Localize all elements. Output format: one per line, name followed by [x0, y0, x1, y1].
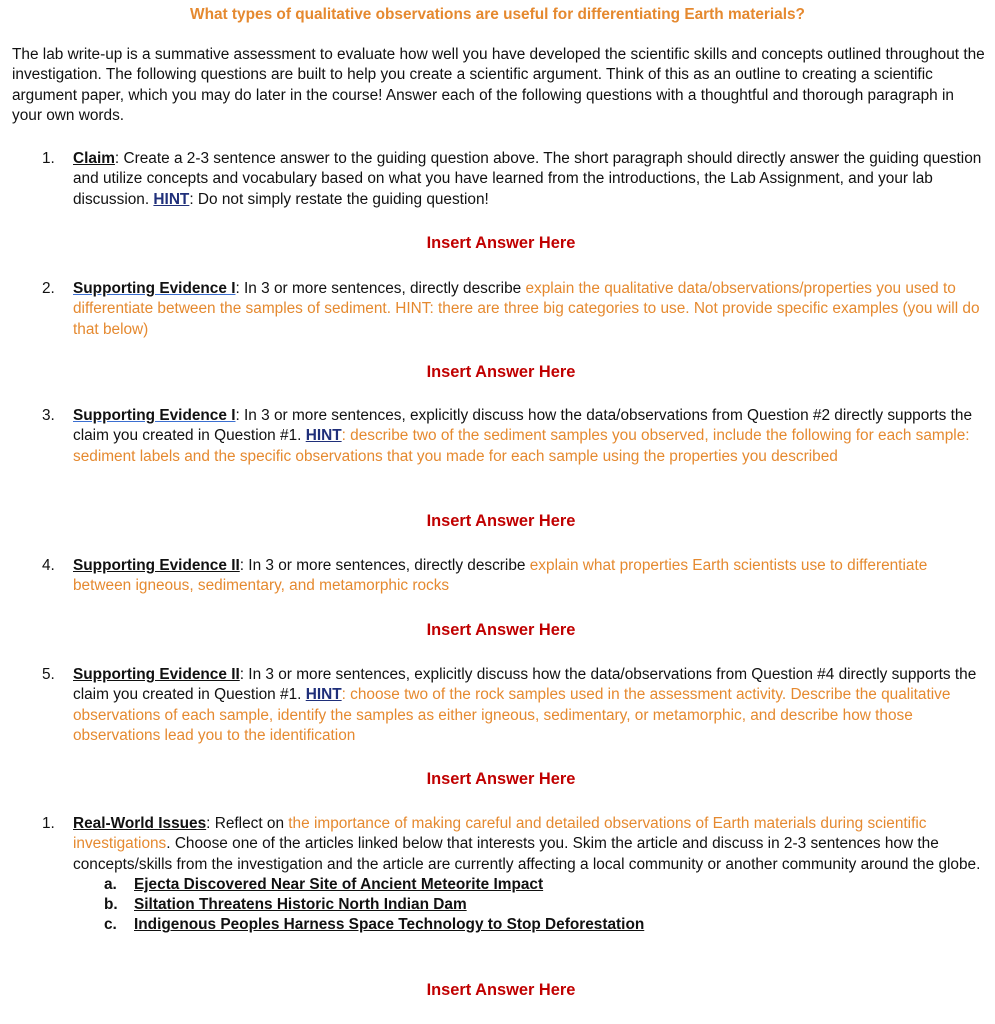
article-item — [104, 875, 987, 895]
question-text — [73, 149, 987, 210]
article-link-indigenous[interactable]: Indigenous Peoples Harness Space Technology to Stop Deforestation — [134, 916, 645, 934]
instruction-orange: explain the qualitative data/observations/properties you used to differentiate between the samples of sediment. HINT: there are three big categories to use. Not provide specific examples (you will do that below) — [73, 280, 980, 338]
question-text — [73, 279, 987, 340]
question-claim — [42, 149, 987, 210]
article-item — [104, 895, 987, 915]
answer-placeholder-5[interactable]: Insert Answer Here — [426, 770, 576, 788]
question-label: Supporting Evidence I — [73, 407, 236, 424]
question-body: : Create a 2-3 sentence answer to the guiding question above. The short paragraph should directly answer the guiding question and utilize concepts and vocabulary based on what you have learned from the introductions, the Lab Assignment, and your lab discussion. — [73, 150, 982, 208]
question-body: : In 3 or more sentences, directly describe — [235, 280, 526, 297]
instruction-orange: explain what properties Earth scientists use to differentiate between igneous, sedimentary, and metamorphic rocks — [73, 557, 928, 595]
question-body: : In 3 or more sentences, explicitly discuss how the data/observations from Question #4 directly supports the claim you created in Question #1. — [73, 666, 977, 704]
article-link-siltation[interactable]: Siltation Threatens Historic North Indian Dam — [134, 896, 467, 914]
question-text — [73, 556, 987, 597]
question-number: 3. — [42, 407, 55, 424]
question-text — [73, 814, 987, 936]
article-letter: c. — [104, 916, 117, 934]
question-supporting-evidence-1b — [42, 406, 987, 467]
question-number: 2. — [42, 280, 55, 297]
intro-paragraph: The lab write-up is a summative assessment to evaluate how well you have developed the scientific skills and concepts outlined throughout the investigation. The following questions are built to help you create a scientific argument. Think of this as an outline to creating a scientific argument paper, which you may do later in the course! Answer each of the following questions with a thoughtful and thorough paragraph in your own words. — [12, 46, 985, 124]
question-supporting-evidence-1a — [42, 279, 987, 340]
question-supporting-evidence-2b — [42, 665, 987, 746]
question-number: 1. — [42, 150, 55, 167]
hint-label: HINT — [305, 686, 342, 704]
question-body-end: : Do not simply restate the guiding question! — [189, 190, 489, 208]
answer-placeholder-1[interactable]: Insert Answer Here — [426, 234, 576, 252]
instruction-orange: the importance of making careful and detailed observations of Earth materials during scientific investigations — [73, 815, 927, 853]
question-label: Real-World Issues — [73, 815, 207, 832]
answer-placeholder-3[interactable]: Insert Answer Here — [426, 512, 576, 530]
answer-placeholder-2[interactable]: Insert Answer Here — [426, 363, 576, 381]
question-number: 1. — [42, 815, 55, 832]
question-label: Supporting Evidence I — [73, 280, 236, 297]
question-number: 4. — [42, 557, 55, 574]
question-number: 5. — [42, 666, 55, 683]
hint-label: HINT — [305, 427, 342, 445]
question-body: : In 3 or more sentences, explicitly discuss how the data/observations from Question #2 directly supports the claim you created in Question #1. — [73, 407, 973, 445]
question-label: Claim — [73, 150, 115, 167]
article-list — [104, 875, 987, 936]
question-supporting-evidence-2a — [42, 556, 987, 597]
question-body: : In 3 or more sentences, directly describe — [239, 557, 530, 574]
article-link-ejecta[interactable]: Ejecta Discovered Near Site of Ancient Meteorite Impact — [134, 875, 544, 893]
answer-placeholder-4[interactable]: Insert Answer Here — [426, 621, 576, 639]
question-text — [73, 665, 987, 746]
article-letter: b. — [104, 896, 118, 914]
article-item — [104, 915, 987, 935]
guiding-question-title: What types of qualitative observations are useful for differentiating Earth materials? — [190, 6, 805, 23]
instruction-orange: : describe two of the sediment samples you observed, include the following for each sample: sediment labels and the specific observations that you made for each sample using the properties you described — [73, 427, 970, 465]
instruction-orange: : choose two of the rock samples used in the assessment activity. Describe the qualitative observations of each sample, identify the samples as either igneous, sedimentary, or metamorphic, and describe how those observations lead you to the identification — [73, 686, 951, 744]
question-body-end: . Choose one of the articles linked below that interests you. Skim the article and discuss in 2-3 sentences how the concepts/skills from the investigation and the article are currently affecting a local community or another community around the globe. — [73, 835, 981, 873]
question-label: Supporting Evidence II — [73, 557, 240, 574]
question-text — [73, 406, 987, 467]
article-letter: a. — [104, 875, 117, 893]
hint-label: HINT — [153, 190, 190, 208]
answer-placeholder-6[interactable]: Insert Answer Here — [426, 981, 576, 999]
question-real-world-issues — [42, 814, 987, 936]
question-body: : Reflect on — [206, 815, 289, 832]
question-label: Supporting Evidence II — [73, 666, 240, 683]
